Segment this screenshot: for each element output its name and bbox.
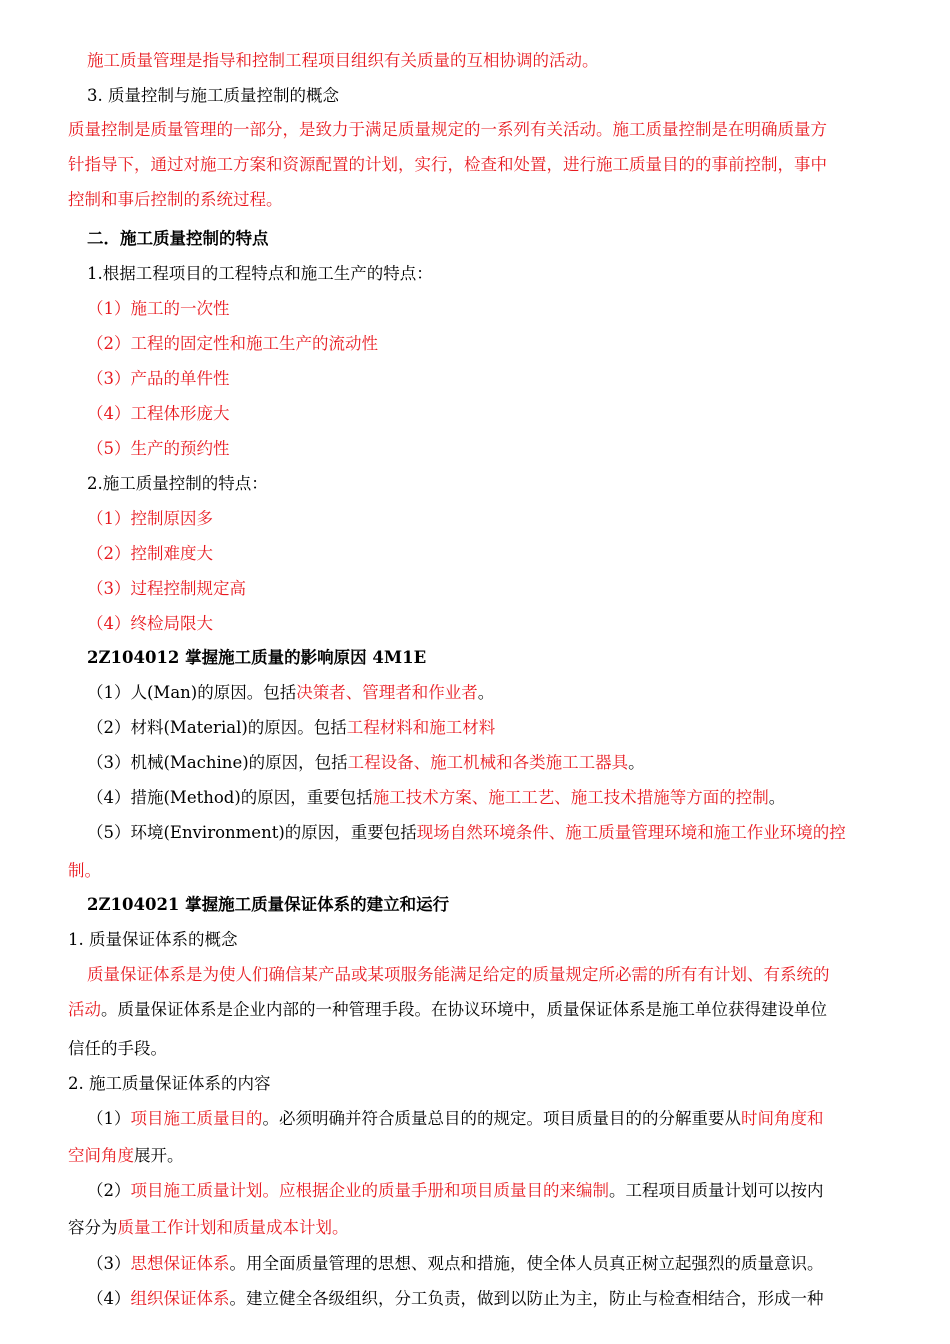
highlighted-text: 施工技术方案、施工工艺、施工技术措施等方面的控制 xyxy=(372,788,769,807)
text-line xyxy=(0,818,950,848)
text-line xyxy=(0,46,950,76)
text-segment: 2Z104021 掌握施工质量保证体系的建立和运行 xyxy=(87,895,450,914)
highlighted-text: 施工质量管理是指导和控制工程项目组织有关质量的互相协调的活动。 xyxy=(87,51,599,70)
text-line xyxy=(0,856,950,886)
text-segment: （2）材料(Material)的原因。包括 xyxy=(87,718,347,737)
text-segment: 二．施工质量控制的特点 xyxy=(87,229,269,248)
highlighted-text: 针指导下，通过对施工方案和资源配置的计划，实行，检查和处置，进行施工质量目的的事前控制，事中 xyxy=(68,155,827,174)
text-segment: （3）机械(Machine)的原因，包括 xyxy=(87,753,348,772)
text-segment: 。建立健全各级组织，分工负责，做到以防止为主，防止与检查相结合，形成一种 xyxy=(229,1289,824,1308)
text-line xyxy=(0,1176,950,1206)
highlighted-text: 工程材料和施工材料 xyxy=(346,718,496,737)
text-segment: 。 xyxy=(628,753,645,772)
text-segment: 2. 施工质量保证体系的内容 xyxy=(68,1074,271,1093)
text-segment: 容分为 xyxy=(68,1218,118,1237)
text-segment: （2） xyxy=(87,1181,131,1200)
highlighted-text: （2）工程的固定性和施工生产的流动性 xyxy=(87,334,378,353)
text-segment: 1.根据工程项目的工程特点和施工生产的特点： xyxy=(87,264,433,283)
highlighted-text: 决策者、管理者和作业者 xyxy=(296,683,478,702)
highlighted-text: 工程设备、施工机械和各类施工工器具 xyxy=(347,753,629,772)
section-heading xyxy=(0,224,950,254)
highlighted-text: （1）施工的一次性 xyxy=(87,299,230,318)
text-line xyxy=(0,1141,950,1171)
highlighted-text: （4）终检局限大 xyxy=(87,614,213,633)
text-segment: 。用全面质量管理的思想、观点和措施，使全体人员真正树立起强烈的质量意识。 xyxy=(229,1254,824,1273)
highlighted-text: 活动 xyxy=(68,1000,101,1019)
highlighted-text: 项目施工质量目的 xyxy=(130,1109,263,1128)
text-segment: 2.施工质量控制的特点： xyxy=(87,474,268,493)
text-segment: 。 xyxy=(477,683,495,702)
text-segment: 。必须明确并符合质量总目的的规定。项目质量目的的分解重要从 xyxy=(262,1109,741,1128)
text-line xyxy=(0,609,950,639)
text-line xyxy=(0,1284,950,1314)
text-line xyxy=(0,574,950,604)
text-line xyxy=(0,469,950,499)
text-segment: （4） xyxy=(87,1289,131,1308)
text-line xyxy=(0,678,950,708)
text-segment: 。 xyxy=(768,788,786,807)
text-line xyxy=(0,960,950,990)
text-line xyxy=(0,1249,950,1279)
text-line xyxy=(0,329,950,359)
text-line xyxy=(0,434,950,464)
text-line xyxy=(0,1069,950,1099)
text-segment: （5）环境(Environment)的原因，重要包括 xyxy=(87,823,417,842)
text-segment: （3） xyxy=(87,1254,131,1273)
highlighted-text: 现场自然环境条件、施工质量管理环境和施工作业环境的控 xyxy=(416,823,846,842)
text-segment: （1） xyxy=(87,1109,131,1128)
text-line xyxy=(0,925,950,955)
highlighted-text: 质量保证体系是为使人们确信某产品或某项服务能满足给定的质量规定所必需的所有有计划、有系统的 xyxy=(87,965,830,984)
text-line xyxy=(0,150,950,180)
highlighted-text: 组织保证体系 xyxy=(130,1289,230,1308)
text-line xyxy=(0,713,950,743)
highlighted-text: 质量工作计划和质量成本计划。 xyxy=(117,1218,349,1237)
text-line xyxy=(0,539,950,569)
text-line xyxy=(0,504,950,534)
text-segment: 信任的手段。 xyxy=(68,1039,167,1058)
highlighted-text: 时间角度和 xyxy=(741,1109,824,1128)
text-segment: 展开。 xyxy=(134,1146,184,1165)
text-line xyxy=(0,364,950,394)
text-segment: 2Z104012 掌握施工质量的影响原因 4M1E xyxy=(87,648,427,667)
text-segment: 。质量保证体系是企业内部的一种管理手段。在协议环境中，质量保证体系是施工单位获得建设单位 xyxy=(101,1000,827,1019)
text-segment: 3. 质量控制与施工质量控制的概念 xyxy=(87,86,339,105)
section-heading xyxy=(0,643,950,673)
highlighted-text: 控制和事后控制的系统过程。 xyxy=(68,190,283,209)
text-line xyxy=(0,1213,950,1243)
highlighted-text: 制。 xyxy=(68,861,101,880)
text-line xyxy=(0,1104,950,1134)
text-line xyxy=(0,995,950,1025)
text-line xyxy=(0,259,950,289)
text-line xyxy=(0,783,950,813)
section-heading xyxy=(0,890,950,920)
text-line xyxy=(0,81,950,111)
text-line xyxy=(0,185,950,215)
text-line xyxy=(0,399,950,429)
text-line xyxy=(0,1034,950,1064)
text-segment: （1）人(Man)的原因。包括 xyxy=(87,683,297,702)
text-segment: （4）措施(Method)的原因，重要包括 xyxy=(87,788,373,807)
highlighted-text: （3）过程控制规定高 xyxy=(87,579,246,598)
highlighted-text: （4）工程体形庞大 xyxy=(87,404,230,423)
highlighted-text: 质量控制是质量管理的一部分，是致力于满足质量规定的一系列有关活动。施工质量控制是在明确质量方 xyxy=(68,120,827,139)
highlighted-text: （3）产品的单件性 xyxy=(87,369,230,388)
highlighted-text: 空间角度 xyxy=(68,1146,134,1165)
highlighted-text: （1）控制原因多 xyxy=(87,509,213,528)
highlighted-text: 思想保证体系 xyxy=(130,1254,230,1273)
text-segment: 1. 质量保证体系的概念 xyxy=(68,930,238,949)
text-line xyxy=(0,748,950,778)
highlighted-text: （5）生产的预约性 xyxy=(87,439,230,458)
text-line xyxy=(0,115,950,145)
highlighted-text: 项目施工质量计划。应根据企业的质量手册和项目质量目的来编制 xyxy=(130,1181,609,1200)
text-line xyxy=(0,294,950,324)
text-segment: 。工程项目质量计划可以按内 xyxy=(609,1181,824,1200)
highlighted-text: （2）控制难度大 xyxy=(87,544,213,563)
